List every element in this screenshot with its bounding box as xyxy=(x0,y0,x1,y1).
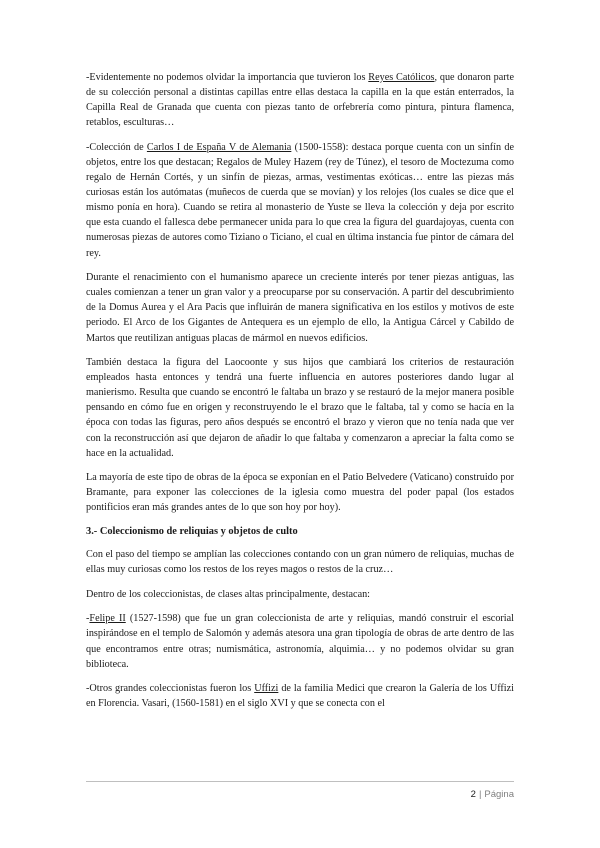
paragraph-renacimiento: Durante el renacimiento con el humanismo aparece un creciente interés por tener piezas antiguas, las cuales comienzan a tener un gran valor y a preocuparse por su conservación. A partir del descubrimiento de la Domus Aurea y el Ara Pacis que influirán de manera significativa en los estilos y motivos de este periodo. El Arco de los Gigantes de Antequera es un ejemplo de ello, la Antigua Cárcel y Cabildo de Martos que reutilizan antiguas placas de mármol en nuevos edificios. xyxy=(86,272,514,344)
paragraph-reyes-catolicos xyxy=(86,70,514,130)
paragraph-uffizi xyxy=(86,681,514,711)
link-carlos-i: Carlos I de España V de Alemania xyxy=(146,141,292,153)
link-reyes-catolicos: Reyes Católicos xyxy=(368,72,435,83)
paragraph-coleccionistas: Dentro de los coleccionistas, de clases altas principalmente, destacan: xyxy=(86,588,371,600)
paragraph-reliquias: Con el paso del tiempo se amplían las colecciones contando con un gran número de reliquias, muchas de ellas muy curiosas como los restos de los reyes magos o restos de la cruz… xyxy=(86,549,514,576)
footer-rule xyxy=(86,781,514,782)
page-number: 2 xyxy=(470,789,476,800)
page-body xyxy=(86,70,514,721)
link-felipe-ii: Felipe II xyxy=(89,613,126,625)
paragraph-laocoonte: También destaca la figura del Laocoonte y sus hijos que cambiará los criterios de restauración empleados hasta entonces y tendrá una fuerte influencia en autores posteriores dando lugar al manierismo. Resulta que cuando se encontró le faltaba un brazo y se restauró de la mejor manera posible pensando en cómo fue en origen y reconstruyendo le el brazo que le faltaba, tal y como se hacía en la época con todas las figuras, pero años después se encontró el brazo y vieron que no tenía nada que ver con la reconstrucción así que dejaron de añadir lo que faltaba y comenzaron a apreciar la falta como se hace en la actualidad. xyxy=(86,357,514,459)
paragraph-text: (1527-1598) que fue un gran coleccionista de arte y reliquias, mandó construir el escorial inspirándose en el templo de Salomón y además atesora una gran tipología de obras de arte dentro de las que encontramos entre otras; numismática, astronomía, alquimia… y no podemos olvidar su gran biblioteca. xyxy=(86,613,514,670)
page-label: Página xyxy=(484,789,514,800)
paragraph-text: -Colección de xyxy=(86,141,147,153)
paragraph-carlos-i xyxy=(86,140,514,261)
paragraph-belvedere: La mayoría de este tipo de obras de la época se exponían en el Patio Belvedere (Vaticano) construido por Bramante, para exponer las colecciones de la iglesia como muestra del poder papal (los estados pontificios eran más grandes antes de lo que son hoy por hoy). xyxy=(86,472,514,514)
page-footer xyxy=(471,789,514,800)
paragraph-text: (1500-1558): destaca porque cuenta con un sinfín de objetos, entre los que destacan; Regalos de Muley Hazem (rey de Túnez), el tesoro de Moctezuma como regalo de Hernán Cortés, y un sinfín de piezas, armas, vestimentas exóticas… entre las piezas más curiosas están los autómatas (muñecos de cuerda que se movían) y los relojes (los cuales se dice que el mismo ponía en hora). Cuando se retira al monasterio de Yuste se lleva la colección y deja por escrito que esta cuando el fallesca debe permanecer unida para lo que crea la figura del guardajoyas, cuenta con numerosas piezas de autores como Tiziano o Ticiano, el cual en última instancia fue pintor de cámara del rey. xyxy=(86,141,515,259)
paragraph-text: , que donaron parte de su colección personal a distintas capillas entre ellas destaca la capilla en la que están enterrados, la Capilla Real de Granada que cuenta con piezas tanto de orfebrería como pintura, pintura flamenca, retablos, esculturas… xyxy=(86,72,514,129)
link-uffizi: Uffizi xyxy=(254,683,279,695)
paragraph-felipe-ii xyxy=(86,611,514,671)
section-heading: 3.- Coleccionismo de reliquias y objetos de culto xyxy=(86,526,298,538)
paragraph-text: -Evidentemente no podemos olvidar la importancia que tuvieron los xyxy=(86,72,369,83)
paragraph-text: de la familia Medici que crearon la Galería de los Uffizi en Florencia. Vasari, (1560-1581) en el siglo XVI y que se conecta con el xyxy=(86,683,514,710)
paragraph-text: - xyxy=(86,613,90,625)
paragraph-text: -Otros grandes coleccionistas fueron los xyxy=(86,683,255,695)
footer-separator: | xyxy=(478,789,482,800)
